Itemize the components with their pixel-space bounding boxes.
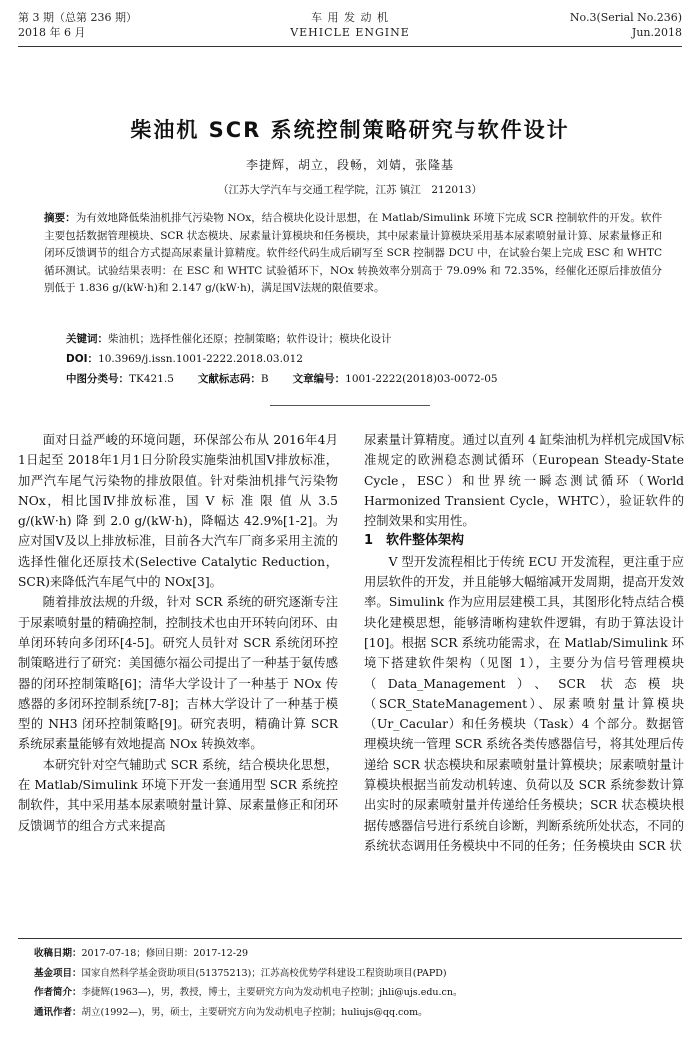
header-journal-en: VEHICLE ENGINE: [290, 26, 410, 39]
abstract-label: 摘要：: [44, 212, 76, 224]
footnote-fund: [34, 964, 674, 984]
footnote-received: [34, 944, 674, 964]
header-issue-en-info: [570, 10, 682, 40]
body-paragraph: 随着排放法规的升级，针对 SCR 系统的研究逐渐专注于尿素喷射量的精确控制，控制技术也由开环转向闭环、由单闭环转向多闭环[4-5]。研究人员针对 SCR 系统闭环控制策略进行了研究：美国德尔福公司提出了一种基于氨传感器的闭环控制策略[6]；清华大学设计了一种基于 NOx 传感器的多闭环控制系统[7-8]；吉林大学设计了一种基于模型的 NH3 闭环控制策略[9]。研究表明，精确计算 SCR 系统尿素量能够有效地提高 NOx 转换效率。: [18, 595, 338, 752]
body-paragraph: 面对日益严峻的环境问题，环保部公布从 2016年4月1日起至 2018年1月1日分阶段实施柴油机国Ⅴ排放标准，加严汽车尾气污染物的排放限值。针对柴油机排气污染物 NOx，相比国Ⅳ排放标准，国 Ⅴ 标 准 限 值 从 3.5 g/(kW·h) 降 到 2.0 g/(kW·h)，降幅达 42.9%[1-2]。为应对国Ⅴ及以上排放标准，目前各大汽车厂商多采用主流的选择性催化还原技术(Selective Catalytic Reduction，SCR)来降低汽车尾气中的 NOx[3]。: [18, 433, 338, 590]
doi: [66, 350, 303, 368]
received-label: 收稿日期：: [34, 948, 82, 959]
doi-label: DOI：: [66, 353, 99, 365]
body-left-column: [18, 430, 338, 836]
footnote-divider: [18, 938, 682, 939]
body-paragraph: 本研究针对空气辅助式 SCR 系统，结合模块化思想，在 Matlab/Simulink 环境下开发一套通用型 SCR 系统控制软件，其中采用基本尿素喷射量计算、尿素量修正和闭环反馈调节的组合方式来提高: [18, 757, 338, 833]
keywords-label: 关键词：: [66, 333, 108, 345]
author-text: 李捷辉(1963—)，男，教授，博士，主要研究方向为发动机电子控制；jhli@ujs.edu.cn。: [81, 987, 463, 999]
header-date-en: Jun.2018: [631, 26, 682, 39]
received-text: 2017-07-18；修回日期：2017-12-29: [81, 948, 249, 959]
footnotes: [34, 944, 674, 1022]
fund-label: 基金项目：: [34, 967, 82, 979]
corresponding-label: 通讯作者：: [34, 1006, 82, 1018]
article-number-label: 文章编号：: [292, 373, 346, 385]
header-issue-en: No.3(Serial No.236): [569, 11, 682, 24]
footnote-author: [34, 983, 674, 1003]
author-label: 作者简介：: [34, 987, 82, 999]
keywords-text: 柴油机；选择性催化还原；控制策略；软件设计；模块化设计: [108, 333, 392, 345]
paper-authors: 李捷辉，胡立，段畅，刘婧，张隆基: [245, 158, 454, 172]
abstract-separator: [270, 405, 430, 406]
section-heading: 1 软件整体架构: [364, 533, 465, 549]
header-issue-cn: 第 3 期（总第 236 期）: [18, 11, 137, 24]
keywords: [66, 330, 392, 348]
doc-code-value: B: [260, 373, 269, 385]
header-journal-cn: 车 用 发 动 机: [311, 11, 389, 24]
doc-code-label: 文献标志码：: [197, 373, 261, 385]
doi-text: 10.3969/j.issn.1001-2222.2018.03.012: [98, 353, 303, 365]
body-paragraph: V 型开发流程相比于传统 ECU 开发流程，更注重于应用层软件的开发，并且能够大幅缩减开发周期，提高开发效率。Simulink 作为应用层建模工具，其图形化特点结合模块化建模思想，能够清晰构建软件逻辑，有助于算法设计[10]。根据 SCR 系统功能需求，在 Matlab/Simulink 环境下搭建软件架构（见图 1），主要分为信号管理模块（Data_Management）、SCR 状态模块（SCR_StateManagement）、尿素喷射量计算模块（Ur_Cacular）和任务模块（Task）4 个部分。数据管理模块统一管理 SCR 系统各类传感器信号，将其处理后传递给 SCR 状态模块和尿素喷射量计算模块；尿素喷射量计算模块根据当前发动机转速、负荷以及 SCR 系统参数计算出实时的尿素喷射量并传递给任务模块；SCR 状态模块根据传感器信号进行系统自诊断，判断系统所处状态，不同的系统状态调用任务模块中不同的任务；任务模块由 SCR 状: [364, 554, 684, 853]
paper-affiliation: （江苏大学汽车与交通工程学院，江苏 镇江 212013）: [218, 184, 482, 196]
abstract: [44, 210, 662, 298]
footnote-corresponding: [34, 1003, 674, 1023]
abstract-text: 为有效地降低柴油机排气污染物 NOx，结合模块化设计思想，在 Matlab/Simulink 环境下完成 SCR 控制软件的开发。软件主要包括数据管理模块、SCR 状态模块、尿素量计算模块和任务模块，其中尿素量计算模块采用基本尿素喷射量计算、尿素量修正和闭环反馈调节的组合方式提高尿素量计算精度。软件经代码生成后刷写至 SCR 控制器 DCU 中，在试验台架上完成 ESC 和 WHTC 循环测试。试验结果表明：在 ESC 和 WHTC 试验循环下，NOx 转换效率分别高于 79.09% 和 72.35%，经催化还原后排放值分别低于 1.836 g/(kW·h)和 2.147 g/(kW·h)，满足国Ⅴ法规的限值要求。: [44, 212, 662, 295]
header-divider: [18, 46, 682, 47]
clc-value: TK421.5: [129, 373, 174, 385]
header-date-cn: 2018 年 6 月: [18, 26, 86, 39]
body-paragraph-continued: 尿素量计算精度。通过以直列 4 缸柴油机为样机完成国Ⅴ标准规定的欧洲稳态测试循环（European Steady-State Cycle，ESC）和世界统一瞬态测试循环（World Harmonized Transient Cycle，WHTC），验证软件的控制效果和实用性。: [364, 433, 684, 529]
article-number-value: 1001-2222(2018)03-0072-05: [345, 373, 498, 385]
corresponding-text: 胡立(1992—)，男，硕士，主要研究方向为发动机电子控制；huliujs@qq.com。: [81, 1006, 428, 1018]
classification-line: [66, 370, 498, 388]
paper-title: 柴油机 SCR 系统控制策略研究与软件设计: [130, 118, 570, 142]
body-right-column: [364, 430, 684, 856]
clc-label: 中图分类号：: [66, 373, 129, 385]
fund-text: 国家自然科学基金资助项目(51375213)；江苏高校优势学科建设工程资助项目(PAPD): [81, 967, 447, 979]
